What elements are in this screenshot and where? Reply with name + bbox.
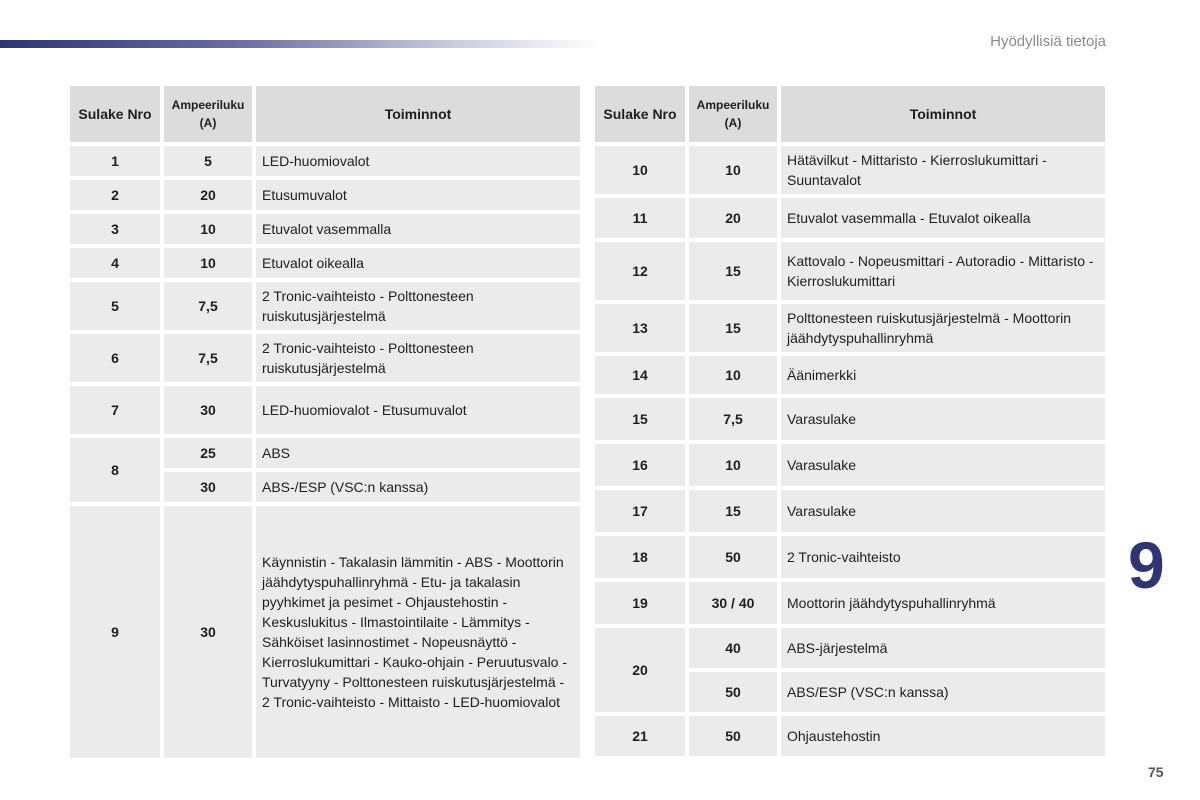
fuse-table-right	[595, 82, 1105, 760]
fuse-amperage: 50	[689, 536, 781, 578]
column-header-fuse-no: Sulake Nro	[595, 86, 689, 142]
fuse-amperage: 10	[164, 214, 256, 244]
fuse-amperage: 10	[164, 248, 256, 278]
fuse-amperage: 50	[689, 672, 781, 712]
table-row	[595, 628, 1105, 668]
table-row	[70, 438, 580, 468]
table-row	[595, 198, 1105, 238]
fuse-functions: 2 Tronic-vaihteisto	[781, 536, 1105, 578]
page-number: 75	[1148, 764, 1164, 780]
fuse-amperage: 15	[689, 490, 781, 532]
fuse-number: 21	[595, 716, 689, 756]
fuse-functions: LED-huomiovalot - Etusumuvalot	[256, 386, 580, 434]
column-header-functions: Toiminnot	[781, 86, 1105, 142]
fuse-number: 19	[595, 582, 689, 624]
fuse-functions: Hätävilkut - Mittaristo - Kierroslukumittari - Suuntavalot	[781, 146, 1105, 194]
fuse-number: 18	[595, 536, 689, 578]
fuse-functions: Varasulake	[781, 490, 1105, 532]
fuse-amperage: 5	[164, 146, 256, 176]
table-row	[595, 444, 1105, 486]
fuse-functions: 2 Tronic-vaihteisto - Polttonesteen ruiskutusjärjestelmä	[256, 282, 580, 330]
fuse-number: 9	[70, 506, 164, 758]
fuse-number: 13	[595, 304, 689, 352]
fuse-amperage: 20	[164, 180, 256, 210]
fuse-number: 16	[595, 444, 689, 486]
fuse-functions: ABS/ESP (VSC:n kanssa)	[781, 672, 1105, 712]
column-header-fuse-no: Sulake Nro	[70, 86, 164, 142]
table-row	[70, 506, 580, 758]
fuse-number: 8	[70, 438, 164, 502]
table-row	[70, 180, 580, 210]
fuse-amperage: 40	[689, 628, 781, 668]
fuse-number: 12	[595, 242, 689, 300]
table-row	[70, 146, 580, 176]
fuse-amperage: 7,5	[164, 334, 256, 382]
fuse-number: 17	[595, 490, 689, 532]
fuse-amperage: 15	[689, 242, 781, 300]
fuse-functions: Käynnistin - Takalasin lämmitin - ABS - Moottorin jäähdytyspuhallinryhmä - Etu- ja takalasin pyyhkimet ja pesimet - Ohjaustehostin - Keskuslukitus - Ilmastointilaite - Lämmitys - Sähköiset lasinnostimet - Nopeusnäyttö - Kierroslukumittari - Kauko-ohjain - Peruutusvalo - Turvatyyny - Polttonesteen ruiskutusjärjestelmä - 2 Tronic-vaihteisto - Mittaisto - LED-huomiovalot	[256, 506, 580, 758]
fuse-number: 2	[70, 180, 164, 210]
fuse-functions: ABS-/ESP (VSC:n kanssa)	[256, 472, 580, 502]
fuse-amperage: 25	[164, 438, 256, 468]
fuse-amperage: 30 / 40	[689, 582, 781, 624]
fuse-functions: Etuvalot vasemmalla	[256, 214, 580, 244]
fuse-amperage: 7,5	[164, 282, 256, 330]
table-row	[70, 248, 580, 278]
fuse-functions: Etuvalot vasemmalla - Etuvalot oikealla	[781, 198, 1105, 238]
column-header-functions: Toiminnot	[256, 86, 580, 142]
fuse-amperage: 10	[689, 146, 781, 194]
table-row	[595, 536, 1105, 578]
fuse-functions: ABS	[256, 438, 580, 468]
fuse-amperage: 30	[164, 472, 256, 502]
fuse-number: 15	[595, 398, 689, 440]
fuse-number: 11	[595, 198, 689, 238]
table-row	[595, 582, 1105, 624]
fuse-functions: Moottorin jäähdytyspuhallinryhmä	[781, 582, 1105, 624]
table-row	[595, 304, 1105, 352]
fuse-number: 6	[70, 334, 164, 382]
table-row	[595, 356, 1105, 394]
table-header-row	[70, 86, 580, 142]
header-accent-bar	[0, 40, 600, 48]
fuse-functions: Äänimerkki	[781, 356, 1105, 394]
fuse-functions: LED-huomiovalot	[256, 146, 580, 176]
chapter-number: 9	[1128, 528, 1165, 602]
fuse-amperage: 15	[689, 304, 781, 352]
table-row	[595, 398, 1105, 440]
fuse-functions: Ohjaustehostin	[781, 716, 1105, 756]
fuse-amperage: 50	[689, 716, 781, 756]
fuse-amperage: 30	[164, 506, 256, 758]
fuse-functions: Etusumuvalot	[256, 180, 580, 210]
column-header-amperage: Ampeeriluku (A)	[164, 86, 256, 142]
fuse-functions: Etuvalot oikealla	[256, 248, 580, 278]
fuse-amperage: 20	[689, 198, 781, 238]
table-row	[70, 214, 580, 244]
fuse-amperage: 30	[164, 386, 256, 434]
fuse-amperage: 7,5	[689, 398, 781, 440]
fuse-functions: Polttonesteen ruiskutusjärjestelmä - Moottorin jäähdytyspuhallinryhmä	[781, 304, 1105, 352]
table-row	[70, 282, 580, 330]
table-row	[70, 386, 580, 434]
table-row	[595, 490, 1105, 532]
fuse-number: 1	[70, 146, 164, 176]
fuse-functions: ABS-järjestelmä	[781, 628, 1105, 668]
fuse-number: 3	[70, 214, 164, 244]
fuse-amperage: 10	[689, 444, 781, 486]
column-header-amperage: Ampeeriluku (A)	[689, 86, 781, 142]
fuse-number: 5	[70, 282, 164, 330]
table-row	[595, 146, 1105, 194]
table-row	[70, 334, 580, 382]
section-title: Hyödyllisiä tietoja	[990, 33, 1106, 50]
fuse-functions: Kattovalo - Nopeusmittari - Autoradio - Mittaristo - Kierroslukumittari	[781, 242, 1105, 300]
fuse-number: 14	[595, 356, 689, 394]
table-row	[595, 716, 1105, 756]
fuse-table-left	[70, 82, 580, 762]
fuse-number: 4	[70, 248, 164, 278]
table-row	[595, 242, 1105, 300]
fuse-amperage: 10	[689, 356, 781, 394]
fuse-functions: 2 Tronic-vaihteisto - Polttonesteen ruiskutusjärjestelmä	[256, 334, 580, 382]
fuse-number: 20	[595, 628, 689, 712]
fuse-functions: Varasulake	[781, 444, 1105, 486]
fuse-functions: Varasulake	[781, 398, 1105, 440]
fuse-number: 10	[595, 146, 689, 194]
fuse-number: 7	[70, 386, 164, 434]
table-header-row	[595, 86, 1105, 142]
